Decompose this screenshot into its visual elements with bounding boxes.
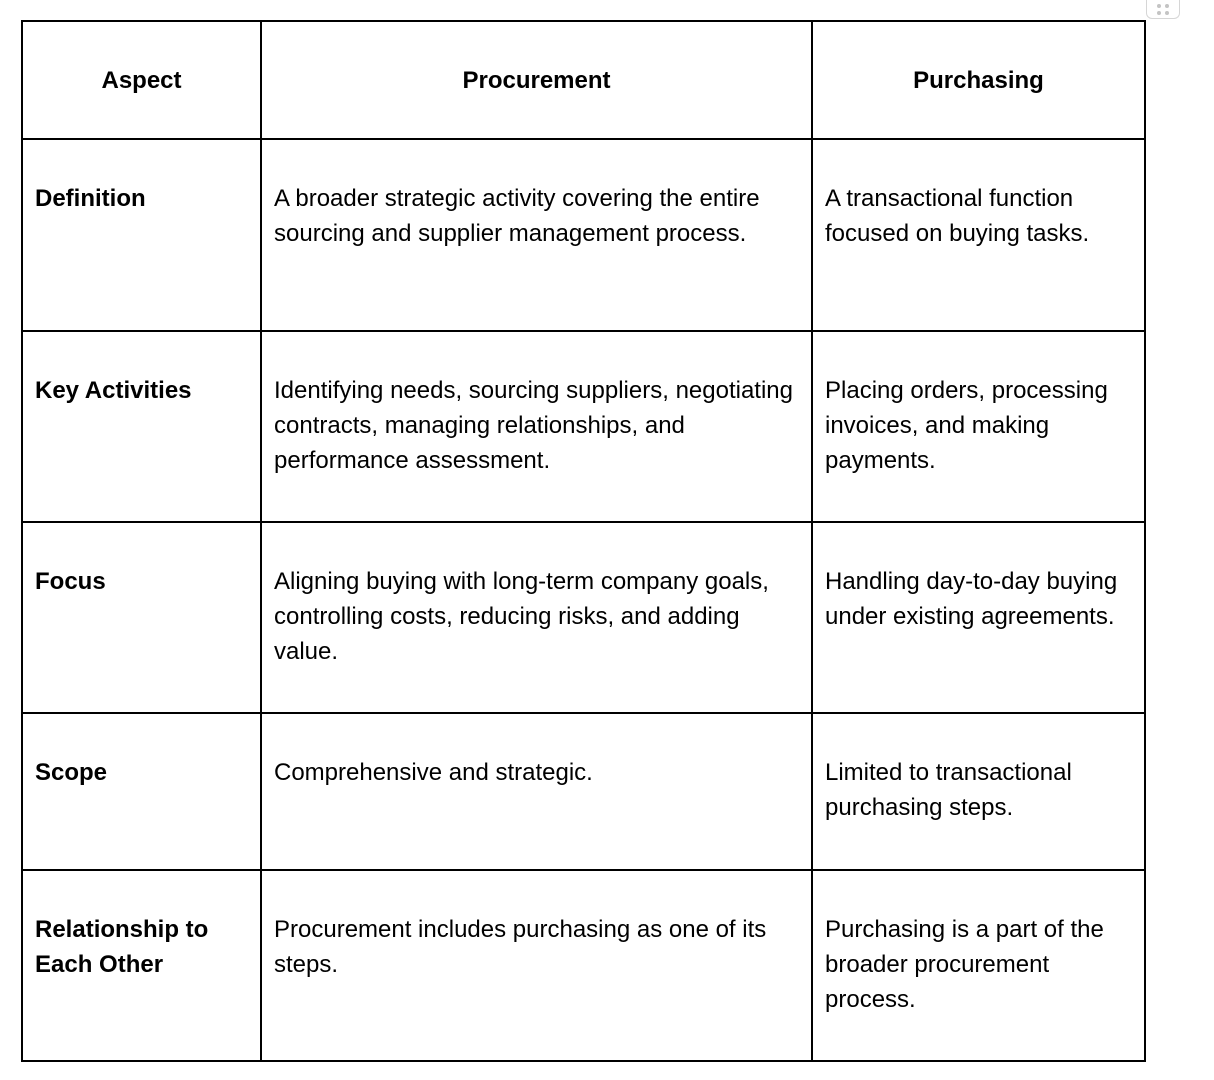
cell-procurement[interactable]: Aligning buying with long-term company goals, controlling costs, reducing risks, and adding value.	[261, 522, 812, 713]
cell-aspect[interactable]: Focus	[22, 522, 261, 713]
cell-procurement[interactable]: Identifying needs, sourcing suppliers, negotiating contracts, managing relationships, and performance assessment.	[261, 331, 812, 522]
cell-purchasing[interactable]: Purchasing is a part of the broader procurement process.	[812, 870, 1145, 1061]
cell-aspect[interactable]: Definition	[22, 139, 261, 331]
drag-handle-icon[interactable]	[1146, 0, 1180, 19]
cell-procurement[interactable]: Procurement includes purchasing as one of its steps.	[261, 870, 812, 1061]
cell-aspect[interactable]: Relationship to Each Other	[22, 870, 261, 1061]
table-row	[22, 522, 1145, 713]
cell-purchasing[interactable]: Limited to transactional purchasing steps.	[812, 713, 1145, 870]
handle-dot	[1165, 4, 1169, 8]
cell-purchasing[interactable]: Placing orders, processing invoices, and making payments.	[812, 331, 1145, 522]
cell-purchasing[interactable]: A transactional function focused on buying tasks.	[812, 139, 1145, 331]
cell-procurement[interactable]: Comprehensive and strategic.	[261, 713, 812, 870]
table-row	[22, 870, 1145, 1061]
table-row	[22, 139, 1145, 331]
cell-purchasing[interactable]: Handling day-to-day buying under existing agreements.	[812, 522, 1145, 713]
header-aspect[interactable]: Aspect	[22, 21, 261, 139]
table-row	[22, 331, 1145, 522]
handle-dot	[1165, 11, 1169, 15]
comparison-table-container	[21, 20, 1146, 1062]
table-row	[22, 713, 1145, 870]
cell-procurement[interactable]: A broader strategic activity covering the entire sourcing and supplier management process.	[261, 139, 812, 331]
table-header-row	[22, 21, 1145, 139]
header-purchasing[interactable]: Purchasing	[812, 21, 1145, 139]
handle-dot	[1157, 11, 1161, 15]
cell-aspect[interactable]: Key Activities	[22, 331, 261, 522]
header-procurement[interactable]: Procurement	[261, 21, 812, 139]
handle-dot	[1157, 4, 1161, 8]
comparison-table	[21, 20, 1146, 1062]
cell-aspect[interactable]: Scope	[22, 713, 261, 870]
